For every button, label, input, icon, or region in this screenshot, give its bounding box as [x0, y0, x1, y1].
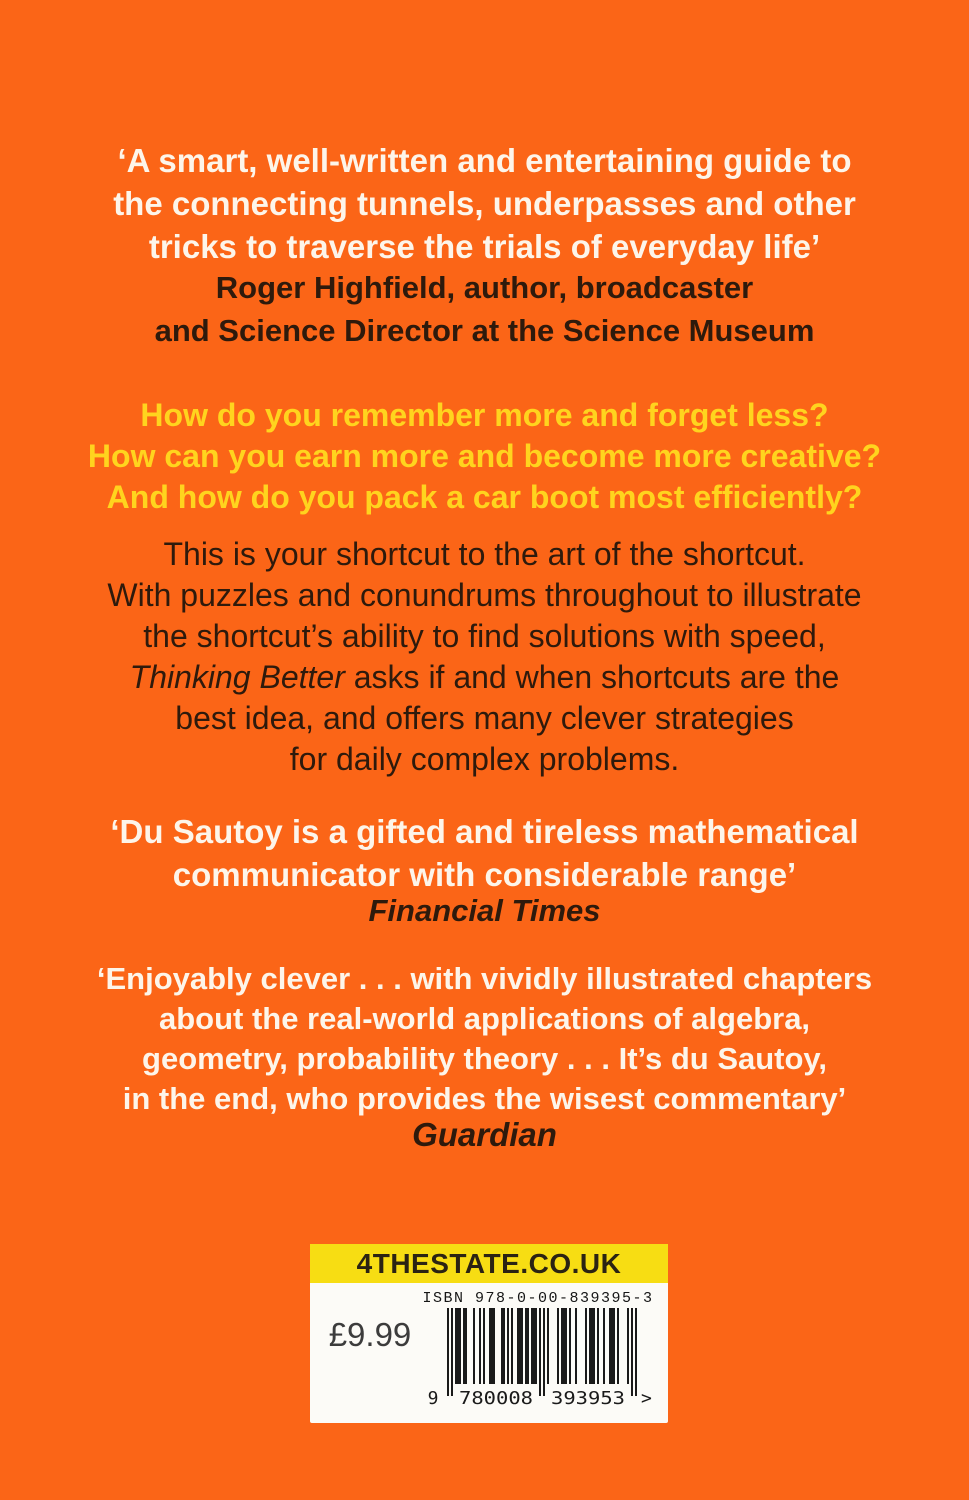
question-line: How do you remember more and forget less? — [140, 397, 829, 433]
synopsis — [0, 534, 969, 780]
synopsis-line: for daily complex problems. — [289, 741, 680, 777]
review-source-financial-times: Financial Times — [368, 893, 601, 928]
price-label: £9.99 — [328, 1316, 412, 1353]
tagline-questions — [0, 395, 969, 518]
book-title-italic: Thinking Better — [129, 659, 345, 695]
isbn-text: ISBN 978-0-00-839395-3 — [422, 1290, 654, 1307]
synopsis-line-rest: asks if and when shortcuts are the — [344, 659, 840, 695]
synopsis-line: the shortcut’s ability to find solutions with speed, — [143, 618, 826, 654]
svg-text:393953: 393953 — [551, 1388, 625, 1409]
quote-line: communicator with considerable range’ — [172, 856, 797, 893]
attribution-line: and Science Director at the Science Museum — [154, 313, 815, 348]
review-source-guardian: Guardian — [412, 1116, 557, 1153]
review-quote-top — [0, 139, 969, 268]
retail-info-box — [310, 1244, 668, 1423]
quote-line: geometry, probability theory . . . It’s du Sautoy, — [142, 1041, 827, 1076]
publisher-website-banner: 4THESTATE.CO.UK — [310, 1244, 668, 1283]
quote-line: ‘Enjoyably clever . . . with vividly illustrated chapters — [96, 961, 873, 996]
review-attribution-top — [0, 266, 969, 352]
quote-line: tricks to traverse the trials of everyday life’ — [148, 228, 821, 265]
quote-line: ‘Du Sautoy is a gifted and tireless mathematical — [110, 813, 859, 850]
question-line: And how do you pack a car boot most efficiently? — [106, 479, 863, 515]
attribution-line: Roger Highfield, author, broadcaster — [215, 270, 754, 305]
quote-line: the connecting tunnels, underpasses and other — [113, 185, 856, 222]
ean13-barcode — [423, 1308, 661, 1412]
synopsis-line: With puzzles and conundrums throughout to illustrate — [107, 577, 862, 613]
synopsis-line: This is your shortcut to the art of the shortcut. — [163, 536, 806, 572]
quote-line: in the end, who provides the wisest commentary’ — [122, 1081, 847, 1116]
svg-text:>: > — [641, 1388, 652, 1409]
synopsis-line: best idea, and offers many clever strategies — [175, 700, 794, 736]
review-quote-guardian — [0, 959, 969, 1119]
quote-line: ‘A smart, well-written and entertaining guide to — [117, 142, 852, 179]
review-quote-financial-times — [0, 810, 969, 896]
question-line: How can you earn more and become more creative? — [87, 438, 882, 474]
quote-line: about the real-world applications of algebra, — [158, 1001, 811, 1036]
svg-text:780008: 780008 — [459, 1388, 533, 1409]
synopsis-line — [0, 657, 969, 698]
svg-text:9: 9 — [427, 1388, 439, 1409]
